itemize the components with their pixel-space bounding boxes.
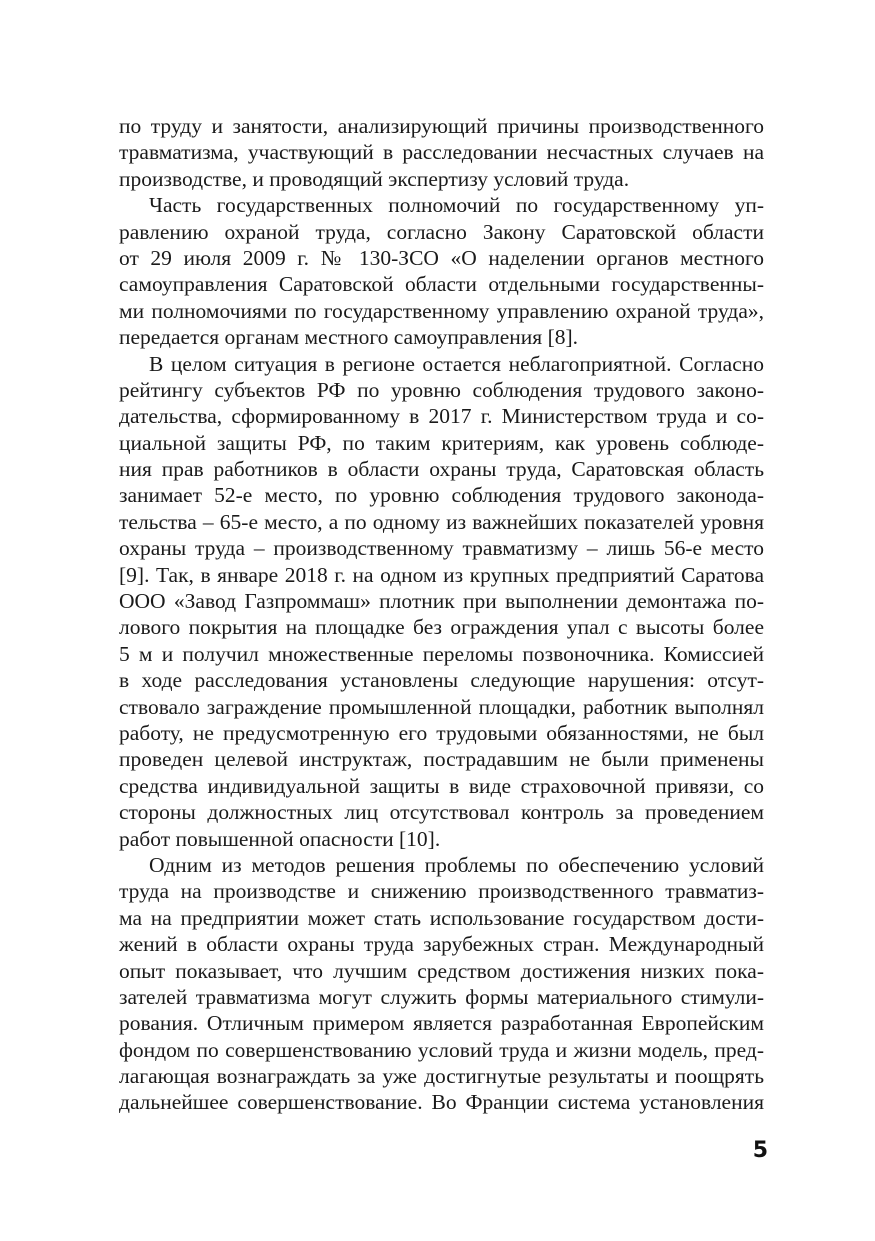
text-line: опыт показывает, что лучшим средством достижения низких пока-	[119, 958, 764, 983]
text-line: дательства, сформированному в 2017 г. Министерством труда и со-	[119, 404, 764, 429]
text-line: работ повышенной опасности [10].	[119, 826, 441, 851]
text-line: по труду и занятости, анализирующий причины производственного	[119, 114, 764, 138]
text-line: жений в области охраны труда зарубежных стран. Международный	[119, 932, 764, 957]
text-line: передается органам местного самоуправления [8].	[119, 325, 579, 350]
text-line: Одним из методов решения проблемы по обеспечению условий	[149, 852, 764, 877]
text-line: труда на производстве и снижению производственного травматиз-	[119, 879, 764, 904]
page-number: 5	[752, 1138, 768, 1163]
text-line: ствовало заграждение промышленной площадки, работник выполнял	[119, 694, 764, 719]
text-line: травматизма, участвующий в расследовании несчастных случаев на	[119, 140, 764, 165]
text-line: циальной защиты РФ, по таким критериям, как уровень соблюде-	[119, 430, 764, 455]
text-line: лового покрытия на площадке без ограждения упал с высоты более	[119, 615, 764, 640]
text-line: стороны должностных лиц отсутствовал контроль за проведением	[119, 800, 764, 825]
text-line: производстве, и проводящий экспертизу условий труда.	[119, 166, 630, 191]
text-line: лагающая вознаграждать за уже достигнутые результаты и поощрять	[119, 1064, 764, 1089]
text-line: Часть государственных полномочий по государственному уп-	[149, 193, 764, 218]
body-text	[119, 113, 764, 1116]
text-line: от 29 июля 2009 г. № 130-ЗСО «О наделении органов местного	[119, 245, 764, 270]
text-line: равлению охраной труда, согласно Закону Саратовской области	[119, 219, 764, 244]
text-line: проведен целевой инструктаж, пострадавшим не были применены	[119, 747, 764, 772]
text-line: ми полномочиями по государственному управлению охраной труда»,	[119, 298, 764, 323]
text-line: ма на предприятии может стать использование государством дости-	[119, 905, 764, 930]
text-line: ния прав работников в области охраны труда, Саратовская область	[119, 457, 764, 482]
text-line: ООО «Завод Газпроммаш» плотник при выполнении демонтажа по-	[119, 589, 764, 614]
text-line: средства индивидуальной защиты в виде страховочной привязи, со	[119, 773, 764, 798]
text-line: рейтингу субъектов РФ по уровню соблюдения трудового законо-	[119, 377, 764, 402]
text-line: В целом ситуация в регионе остается неблагоприятной. Согласно	[149, 351, 764, 376]
text-line: дальнейшее совершенствование. Во Франции система установления	[119, 1090, 764, 1115]
text-line: [9]. Так, в январе 2018 г. на одном из крупных предприятий Саратова	[119, 562, 764, 587]
text-line: фондом по совершенствованию условий труда и жизни модель, пред-	[119, 1037, 764, 1062]
text-line: охраны труда – производственному травматизму – лишь 56-е место	[119, 536, 764, 561]
text-line: самоуправления Саратовской области отдельными государственны-	[119, 272, 764, 297]
text-line: зателей травматизма могут служить формы материального стимули-	[119, 984, 764, 1009]
text-line: тельства – 65-е место, а по одному из важнейших показателей уровня	[119, 509, 764, 534]
text-line: работу, не предусмотренную его трудовыми обязанностями, не был	[119, 720, 764, 745]
text-line: 5 м и получил множественные переломы позвоночника. Комиссией	[119, 641, 764, 666]
text-line: в ходе расследования установлены следующие нарушения: отсут-	[119, 668, 764, 693]
text-line: занимает 52-е место, по уровню соблюдения трудового законода-	[119, 483, 764, 508]
text-line: рования. Отличным примером является разработанная Европейским	[119, 1011, 764, 1036]
